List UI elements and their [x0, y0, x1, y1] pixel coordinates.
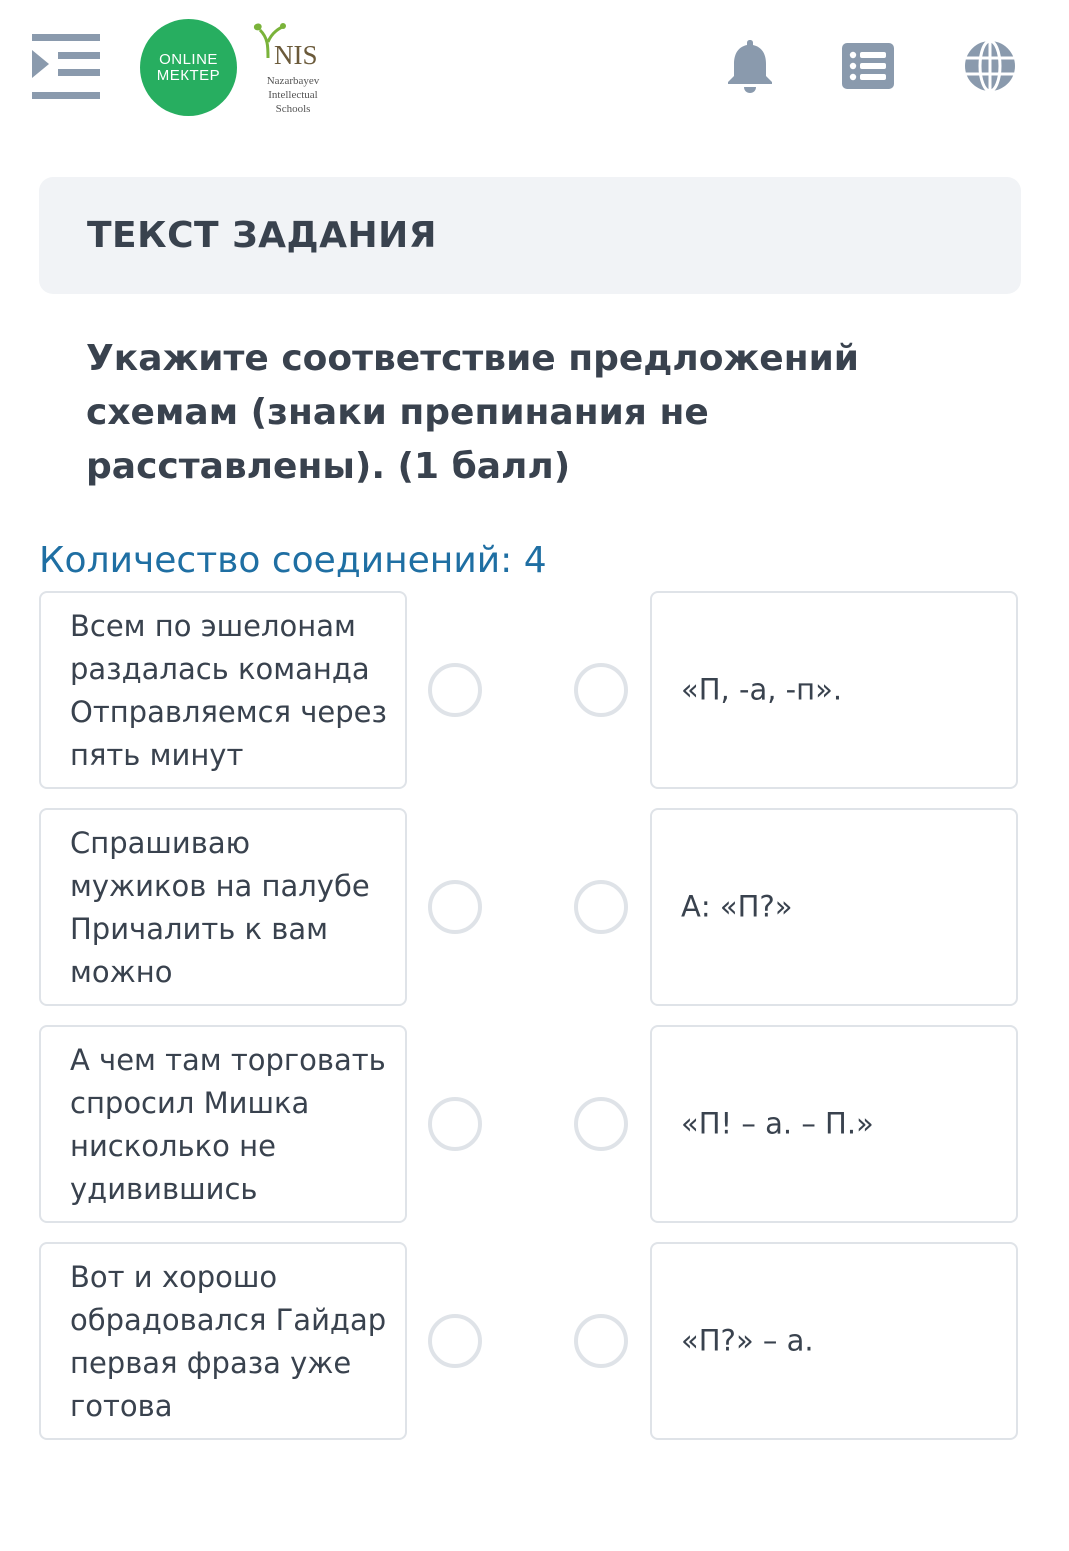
right-item-text: «П, -а, -п».	[681, 672, 843, 707]
right-connector-4[interactable]	[574, 1314, 628, 1368]
nis-wordmark: NIS	[274, 40, 318, 70]
list-icon[interactable]	[838, 36, 898, 96]
left-item-text: Всем по эшелонам раздалась команда Отправляемся через пять минут	[70, 609, 387, 772]
task-question-text: Укажите соответствие предложений схемам (знаки препинания не расставлены). (1 балл)	[86, 338, 860, 487]
online-mektep-logo[interactable]	[140, 19, 237, 116]
left-item-2[interactable]	[39, 808, 407, 1006]
left-connector-1[interactable]	[428, 663, 482, 717]
left-item-text: Спрашиваю мужиков на палубе Причалить к вам можно	[70, 826, 370, 989]
left-item-4[interactable]	[39, 1242, 407, 1440]
right-connector-3[interactable]	[574, 1097, 628, 1151]
right-connector-1[interactable]	[574, 663, 628, 717]
nis-sub-line3: Schools	[275, 103, 311, 115]
nis-logo	[244, 20, 334, 116]
bell-icon[interactable]	[720, 36, 780, 96]
nis-sub-line2: Intellectual	[268, 89, 318, 101]
globe-icon[interactable]	[960, 36, 1020, 96]
nis-subtitle	[244, 74, 342, 116]
left-connector-3[interactable]	[428, 1097, 482, 1151]
left-item-1[interactable]	[39, 591, 407, 789]
right-item-text: «П?» – а.	[681, 1323, 814, 1358]
right-item-4[interactable]	[650, 1242, 1018, 1440]
right-item-text: «П! – а. – П.»	[681, 1106, 874, 1141]
connections-count: Количество соединений: 4	[39, 540, 547, 581]
left-item-text: Вот и хорошо обрадовался Гайдар первая фраза уже готова	[70, 1260, 387, 1423]
menu-toggle-icon[interactable]	[28, 32, 104, 104]
right-connector-2[interactable]	[574, 880, 628, 934]
left-connector-4[interactable]	[428, 1314, 482, 1368]
left-item-3[interactable]	[39, 1025, 407, 1223]
logo-online-line2: МЕКТЕР	[156, 66, 221, 84]
logo-online-line1: ONLINE	[159, 50, 218, 68]
task-header-title: ТЕКСТ ЗАДАНИЯ	[87, 215, 437, 256]
task-header-box	[39, 177, 1021, 294]
left-connector-2[interactable]	[428, 880, 482, 934]
right-item-1[interactable]	[650, 591, 1018, 789]
right-item-3[interactable]	[650, 1025, 1018, 1223]
right-item-text: А: «П?»	[681, 889, 793, 924]
nis-sub-line1: Nazarbayev	[266, 75, 320, 87]
left-item-text: А чем там торговать спросил Мишка нисколько не удивившись	[70, 1043, 386, 1206]
top-bar	[0, 0, 1069, 140]
right-item-2[interactable]	[650, 808, 1018, 1006]
